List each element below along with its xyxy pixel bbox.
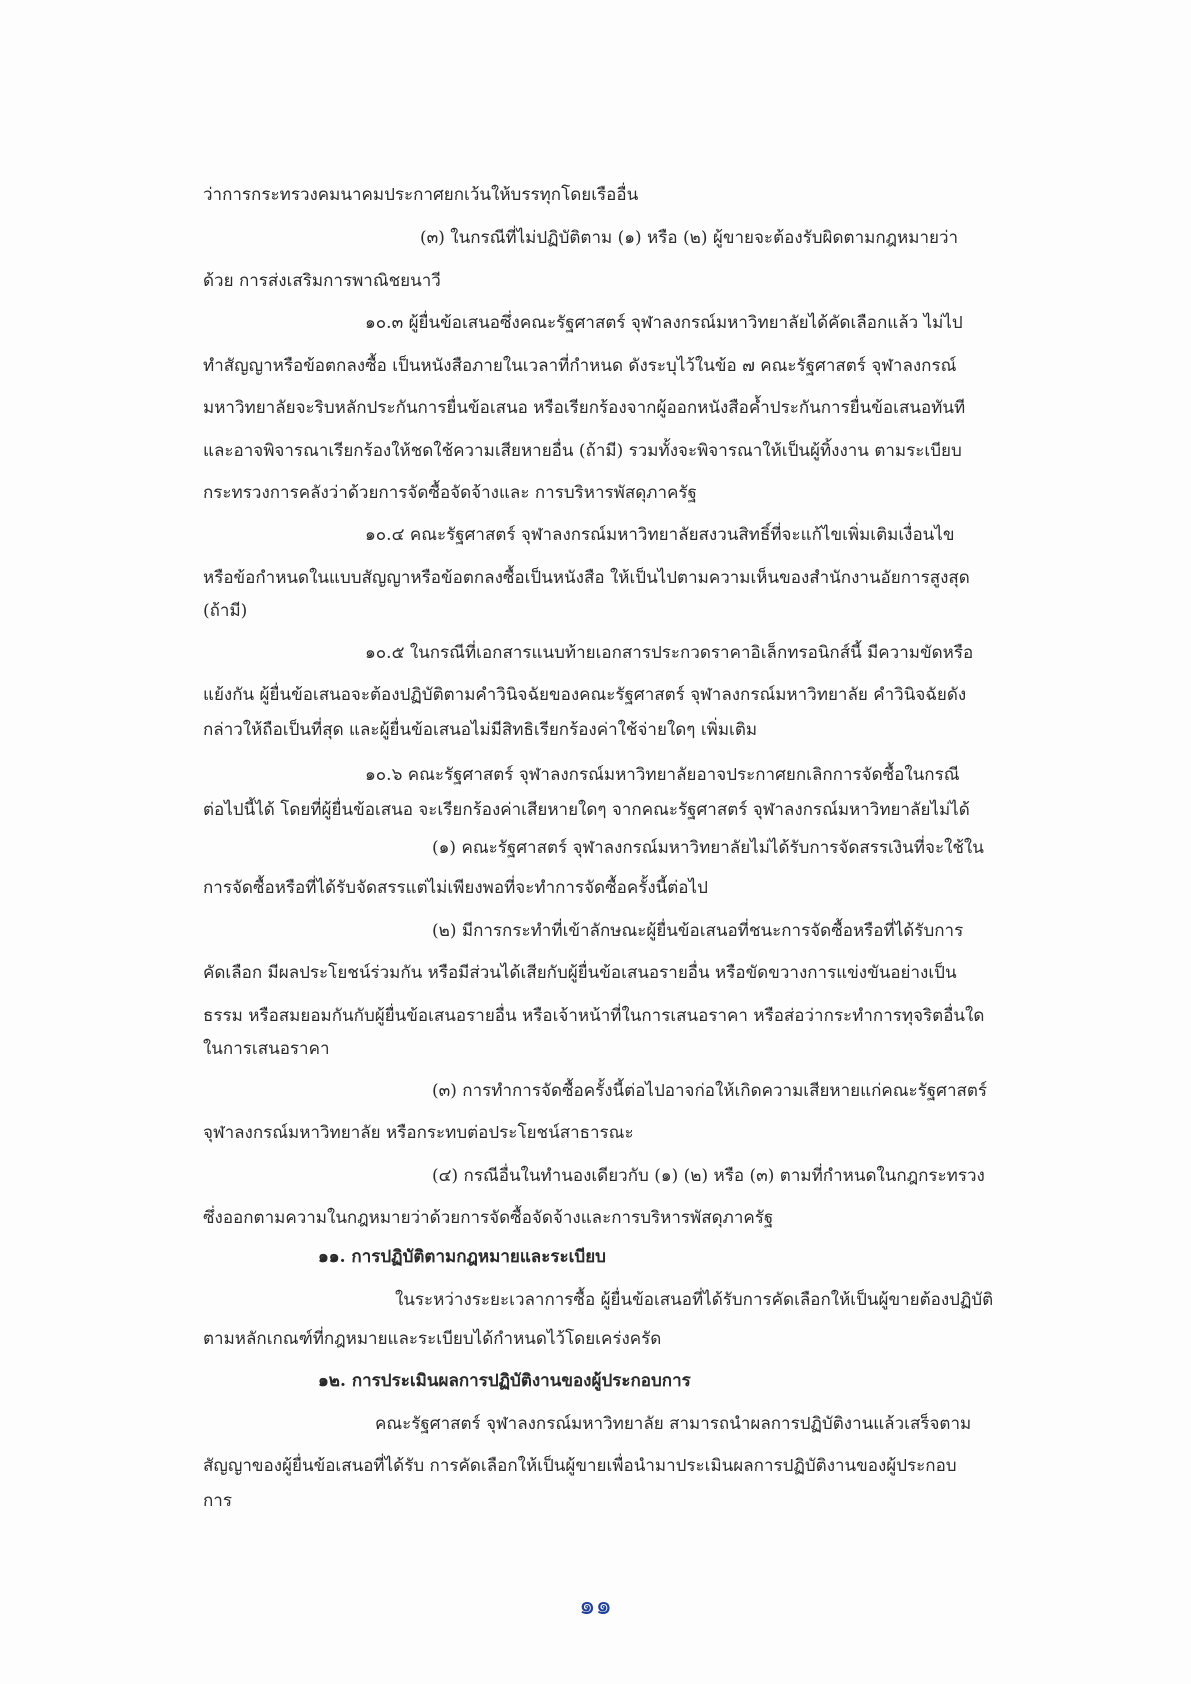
text-line: คัดเลือก มีผลประโยชน์ร่วมกัน หรือมีส่วนได้เสียกับผู้ยื่นข้อเสนอรายอื่น หรือขัดขวางการแข่งขันอย่างเป็น <box>203 963 957 983</box>
text-line: ๑๐.๖ คณะรัฐศาสตร์ จุฬาลงกรณ์มหาวิทยาลัยอาจประกาศยกเลิกการจัดซื้อในกรณี <box>365 765 960 785</box>
text-line: ในระหว่างระยะเวลาการซื้อ ผู้ยื่นข้อเสนอที่ได้รับการคัดเลือกให้เป็นผู้ขายต้องปฏิบัติ <box>395 1290 994 1310</box>
text-line: ต่อไปนี้ได้ โดยที่ผู้ยื่นข้อเสนอ จะเรียกร้องค่าเสียหายใดๆ จากคณะรัฐศาสตร์ จุฬาลงกรณ์มหาวิทยาลัยไม่ได้ <box>203 800 970 820</box>
text-line: (๓) ในกรณีที่ไม่ปฏิบัติตาม (๑) หรือ (๒) ผู้ขายจะต้องรับผิดตามกฎหมายว่า <box>420 228 959 248</box>
text-line: (ถ้ามี) <box>203 601 248 621</box>
text-line: ๑๐.๓ ผู้ยื่นข้อเสนอซึ่งคณะรัฐศาสตร์ จุฬาลงกรณ์มหาวิทยาลัยได้คัดเลือกแล้ว ไม่ไป <box>365 313 963 333</box>
text-line: จุฬาลงกรณ์มหาวิทยาลัย หรือกระทบต่อประโยชน์สาธารณะ <box>203 1123 634 1143</box>
text-line: ด้วย การส่งเสริมการพาณิชยนาวี <box>203 271 441 291</box>
text-line: (๑) คณะรัฐศาสตร์ จุฬาลงกรณ์มหาวิทยาลัยไม่ได้รับการจัดสรรเงินที่จะใช้ใน <box>432 838 984 858</box>
text-line: (๒) มีการกระทำที่เข้าลักษณะผู้ยื่นข้อเสนอที่ชนะการจัดซื้อหรือที่ได้รับการ <box>432 921 964 941</box>
text-line: กระทรวงการคลังว่าด้วยการจัดซื้อจัดจ้างและ การบริหารพัสดุภาครัฐ <box>203 483 697 503</box>
text-line: กล่าวให้ถือเป็นที่สุด และผู้ยื่นข้อเสนอไม่มีสิทธิเรียกร้องค่าใช้จ่ายใดๆ เพิ่มเติม <box>203 720 758 740</box>
text-line: หรือข้อกำหนดในแบบสัญญาหรือข้อตกลงซื้อเป็นหนังสือ ให้เป็นไปตามความเห็นของสำนักงานอัยการสูงสุด <box>203 568 970 588</box>
section-heading: ๑๒. การประเมินผลการปฏิบัติงานของผู้ประกอบการ <box>318 1371 691 1391</box>
text-line: (๓) การทำการจัดซื้อครั้งนี้ต่อไปอาจก่อให้เกิดความเสียหายแก่คณะรัฐศาสตร์ <box>432 1081 988 1101</box>
text-line: ๑๐.๔ คณะรัฐศาสตร์ จุฬาลงกรณ์มหาวิทยาลัยสงวนสิทธิ์ที่จะแก้ไขเพิ่มเติมเงื่อนไข <box>365 525 955 545</box>
text-line: การจัดซื้อหรือที่ได้รับจัดสรรแต่ไม่เพียงพอที่จะทำการจัดซื้อครั้งนี้ต่อไป <box>203 878 708 898</box>
text-line: ทำสัญญาหรือข้อตกลงซื้อ เป็นหนังสือภายในเวลาที่กำหนด ดังระบุไว้ในข้อ ๗ คณะรัฐศาสตร์ จุฬาลงกรณ์ <box>203 356 957 376</box>
text-line: การ <box>203 1491 232 1511</box>
text-line: แย้งกัน ผู้ยื่นข้อเสนอจะต้องปฏิบัติตามคำวินิจฉัยของคณะรัฐศาสตร์ จุฬาลงกรณ์มหาวิทยาลัย คำวินิจฉัยดัง <box>203 685 967 705</box>
text-line: มหาวิทยาลัยจะริบหลักประกันการยื่นข้อเสนอ หรือเรียกร้องจากผู้ออกหนังสือค้ำประกันการยื่นข้อเสนอทันที <box>203 398 966 418</box>
section-heading: ๑๑. การปฏิบัติตามกฎหมายและระเบียบ <box>318 1247 606 1267</box>
text-line: ๑๐.๕ ในกรณีที่เอกสารแนบท้ายเอกสารประกวดราคาอิเล็กทรอนิกส์นี้ มีความขัดหรือ <box>365 643 974 663</box>
text-line: ธรรม หรือสมยอมกันกับผู้ยื่นข้อเสนอรายอื่น หรือเจ้าหน้าที่ในการเสนอราคา หรือส่อว่ากระทำการทุจริตอื่นใด <box>203 1006 985 1026</box>
text-line: สัญญาของผู้ยื่นข้อเสนอที่ได้รับ การคัดเลือกให้เป็นผู้ขายเพื่อนำมาประเมินผลการปฏิบัติงานของผู้ประกอบ <box>203 1456 957 1476</box>
text-line: (๔) กรณีอื่นในทำนองเดียวกับ (๑) (๒) หรือ (๓) ตามที่กำหนดในกฎกระทรวง <box>432 1166 985 1186</box>
page-number: ๑๑ <box>578 1591 612 1621</box>
text-line: ตามหลักเกณฑ์ที่กฎหมายและระเบียบได้กำหนดไว้โดยเคร่งครัด <box>203 1329 662 1349</box>
text-line: ในการเสนอราคา <box>203 1039 330 1059</box>
text-line: และอาจพิจารณาเรียกร้องให้ชดใช้ความเสียหายอื่น (ถ้ามี) รวมทั้งจะพิจารณาให้เป็นผู้ทิ้งงาน ตามระเบียบ <box>203 441 962 461</box>
text-line: คณะรัฐศาสตร์ จุฬาลงกรณ์มหาวิทยาลัย สามารถนำผลการปฏิบัติงานแล้วเสร็จตาม <box>375 1414 972 1434</box>
text-line: ว่าการกระทรวงคมนาคมประกาศยกเว้นให้บรรทุกโดยเรืออื่น <box>203 185 639 205</box>
text-line: ซึ่งออกตามความในกฎหมายว่าด้วยการจัดซื้อจัดจ้างและการบริหารพัสดุภาครัฐ <box>203 1208 774 1228</box>
